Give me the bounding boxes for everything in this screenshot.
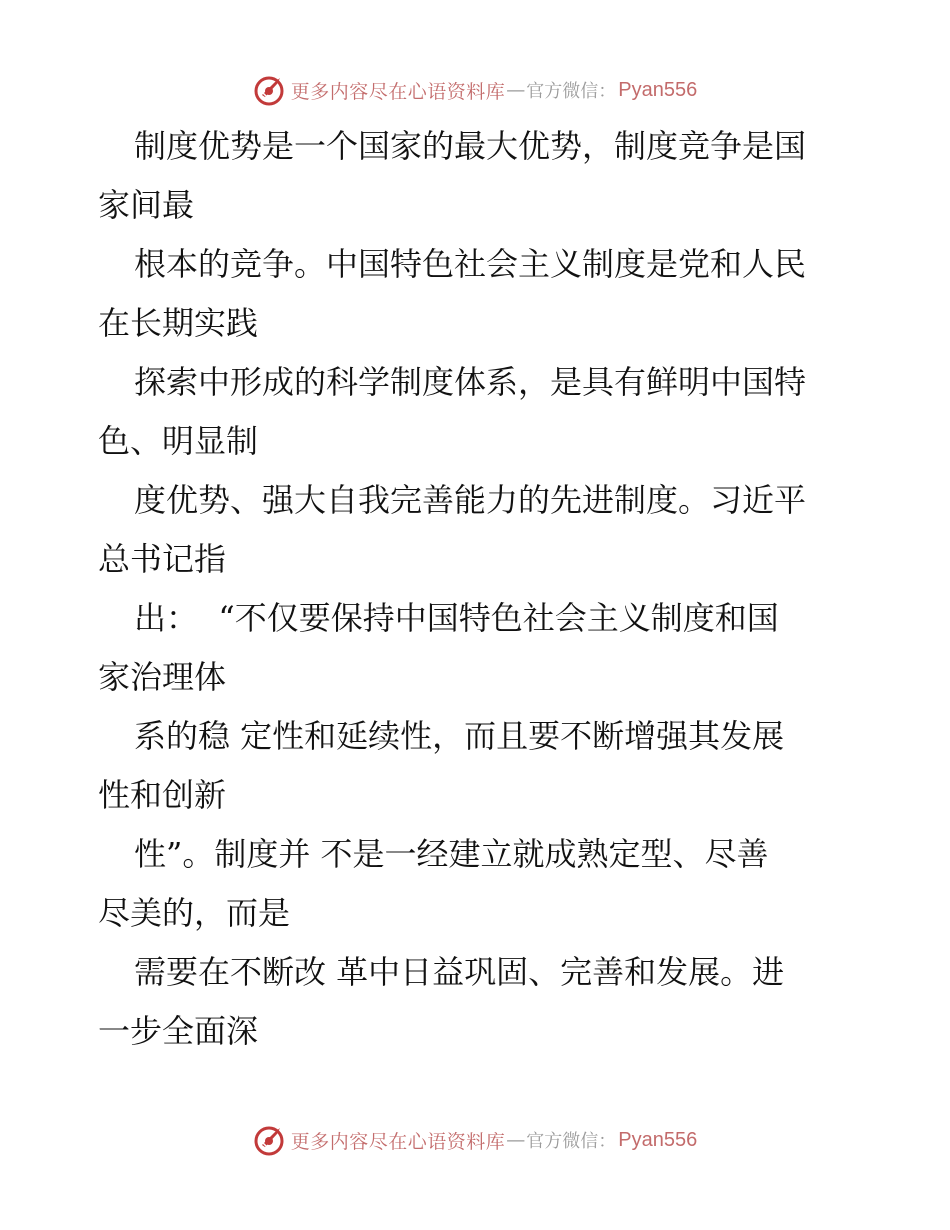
body-line: 探索中形成的科学制度体系，是具有鲜明中国特	[134, 363, 807, 401]
body-line: 家间最	[98, 186, 195, 224]
header-wechat-label: 官方微信：	[526, 81, 617, 102]
body-line: 出： “不仅要保持中国特色社会主义制度和国	[134, 599, 779, 637]
header-dash: —	[506, 79, 526, 101]
body-line: 性”。制度并 不是一经建立就成熟定型、尽善	[134, 835, 769, 873]
body-line: 系的稳 定性和延续性，而且要不断增强其发展	[134, 717, 785, 755]
header-wechat-id: Pyan556	[618, 78, 698, 101]
body-line: 在长期实践	[98, 304, 259, 342]
body-line: 制度优势是一个国家的最大优势，制度竞争是国	[134, 127, 807, 165]
body-line: 度优势、强大自我完善能力的先进制度。习近平	[134, 481, 807, 519]
body-line: 性和创新	[98, 776, 227, 814]
body-line: 色、明显制	[98, 422, 259, 460]
footer-banner	[0, 1120, 950, 1160]
footer-wechat-label: 官方微信：	[526, 1131, 617, 1152]
footer-wechat-id: Pyan556	[618, 1128, 698, 1151]
body-line: 一步全面深	[98, 1012, 259, 1050]
footer-dash: —	[506, 1129, 526, 1151]
body-line: 尽美的，而是	[98, 894, 291, 932]
body-line: 家治理体	[98, 658, 227, 696]
body-line: 根本的竞争。中国特色社会主义制度是党和人民	[134, 245, 807, 283]
body-line: 总书记指	[98, 540, 227, 578]
footer-brand-text: 更多内容尽在心语资料库	[290, 1130, 506, 1153]
body-line: 需要在不断改 革中日益巩固、完善和发展。进	[134, 953, 785, 991]
brand-logo-icon	[253, 1123, 287, 1157]
header-brand-text: 更多内容尽在心语资料库	[290, 80, 506, 103]
